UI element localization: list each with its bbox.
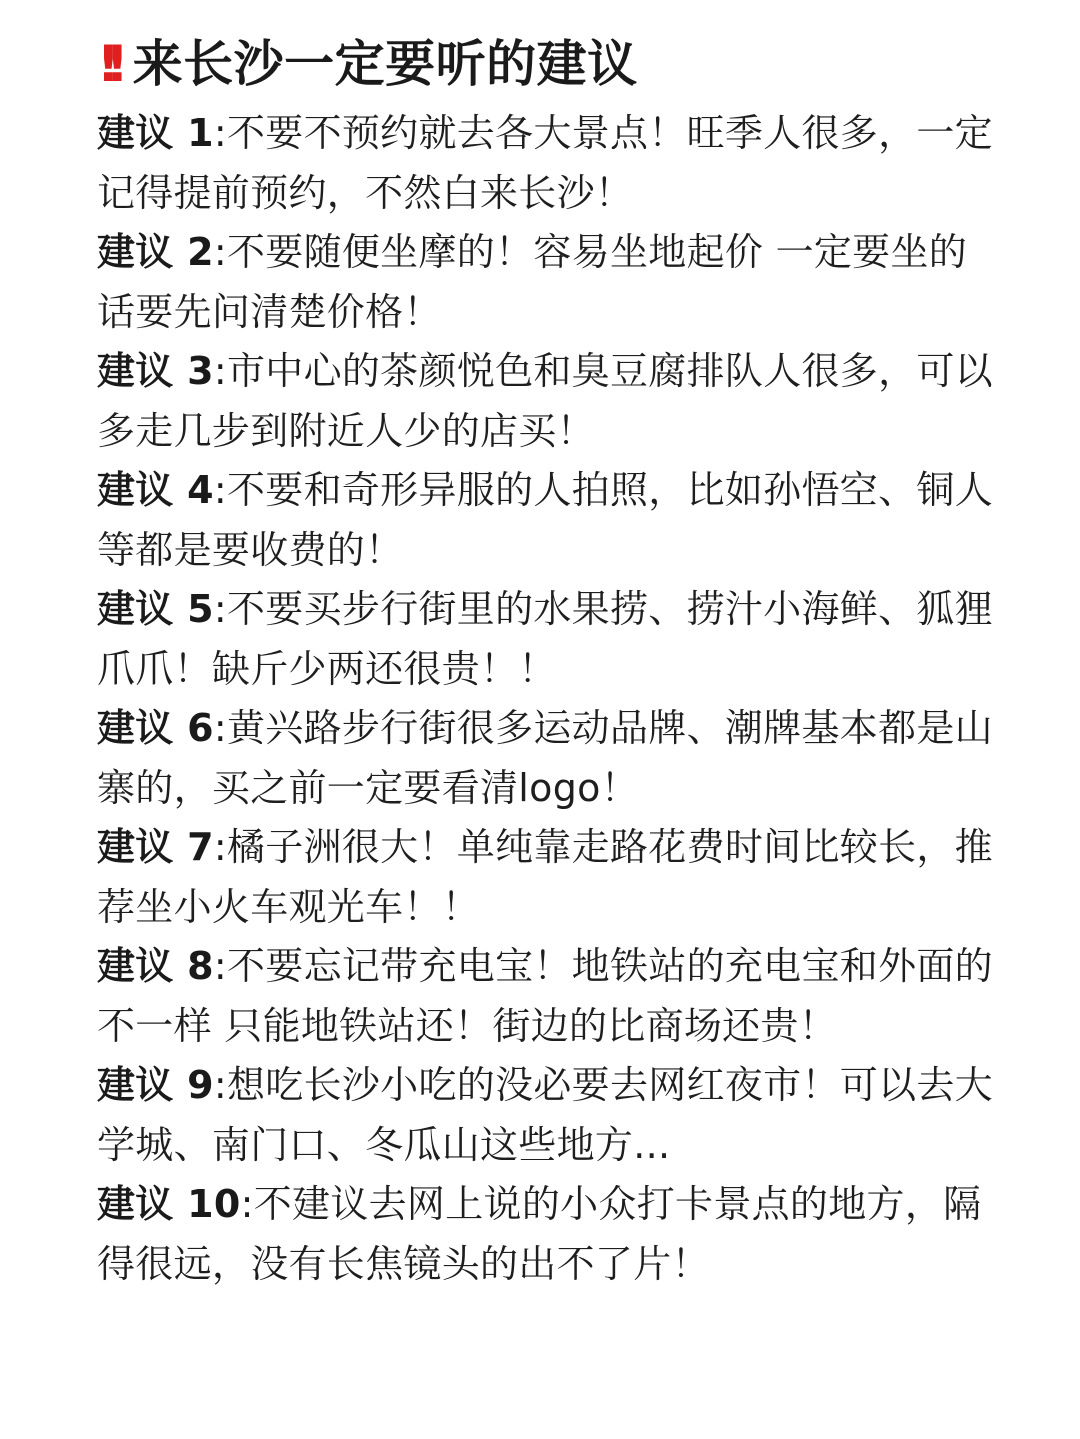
tips-list [97,104,997,1294]
tip-label: 建议 9 [97,1063,214,1107]
tip-item-8: 建议 8:不要忘记带充电宝！地铁站的充电宝和外面的不一样 只能地铁站还！街边的比商场还贵！ [97,944,993,1048]
tip-item-4: 建议 4:不要和奇形异服的人拍照，比如孙悟空、铜人等都是要收费的！ [97,468,993,572]
double-exclamation-icon: !! [97,35,115,93]
tip-label: 建议 10 [97,1182,241,1226]
tip-text: 不要不预约就去各大景点！旺季人很多，一定记得提前预约，不然白来长沙！ [97,111,993,215]
tip-item-7: 建议 7:橘子洲很大！单纯靠走路花费时间比较长，推荐坐小火车观光车！！ [97,825,993,929]
tip-item-3: 建议 3:市中心的茶颜悦色和臭豆腐排队人很多，可以多走几步到附近人少的店买！ [97,349,993,453]
tip-label: 建议 5 [97,587,214,631]
tip-text: 橘子洲很大！单纯靠走路花费时间比较长，推荐坐小火车观光车！！ [97,825,993,929]
tip-label: 建议 7 [97,825,214,869]
tip-item-5: 建议 5:不要买步行街里的水果捞、捞汁小海鲜、狐狸爪爪！缺斤少两还很贵！！ [97,587,993,691]
tip-text: 黄兴路步行街很多运动品牌、潮牌基本都是山寨的，买之前一定要看清logo！ [97,706,993,810]
tip-text: 不建议去网上说的小众打卡景点的地方，隔得很远，没有长焦镜头的出不了片！ [97,1182,982,1286]
tip-label: 建议 8 [97,944,214,988]
tip-text: 不要买步行街里的水果捞、捞汁小海鲜、狐狸爪爪！缺斤少两还很贵！！ [97,587,993,691]
tip-text: 不要随便坐摩的！容易坐地起价 一定要坐的话要先问清楚价格！ [97,230,968,334]
tip-text: 不要和奇形异服的人拍照，比如孙悟空、铜人等都是要收费的！ [97,468,993,572]
tip-item-10: 建议 10:不建议去网上说的小众打卡景点的地方，隔得很远，没有长焦镜头的出不了片！ [97,1182,982,1286]
tip-text: 不要忘记带充电宝！地铁站的充电宝和外面的不一样 只能地铁站还！街边的比商场还贵！ [97,944,993,1048]
page-title [97,28,997,100]
tip-text: 想吃长沙小吃的没必要去网红夜市！可以去大学城、南门口、冬瓜山这些地方... [97,1063,993,1167]
tip-label: 建议 3 [97,349,214,393]
tip-text: 市中心的茶颜悦色和臭豆腐排队人很多，可以多走几步到附近人少的店买！ [97,349,993,453]
tip-item-1: 建议 1:不要不预约就去各大景点！旺季人很多，一定记得提前预约，不然白来长沙！ [97,111,993,215]
tip-item-2: 建议 2:不要随便坐摩的！容易坐地起价 一定要坐的话要先问清楚价格！ [97,230,968,334]
tips-document [97,28,997,1294]
page-title-text: 来长沙一定要听的建议 [132,35,638,93]
tip-label: 建议 6 [97,706,214,750]
tip-label: 建议 2 [97,230,214,274]
tip-label: 建议 1 [97,111,214,155]
tip-label: 建议 4 [97,468,214,512]
tip-item-6: 建议 6:黄兴路步行街很多运动品牌、潮牌基本都是山寨的，买之前一定要看清logo！ [97,706,993,810]
tip-item-9: 建议 9:想吃长沙小吃的没必要去网红夜市！可以去大学城、南门口、冬瓜山这些地方... [97,1063,993,1167]
